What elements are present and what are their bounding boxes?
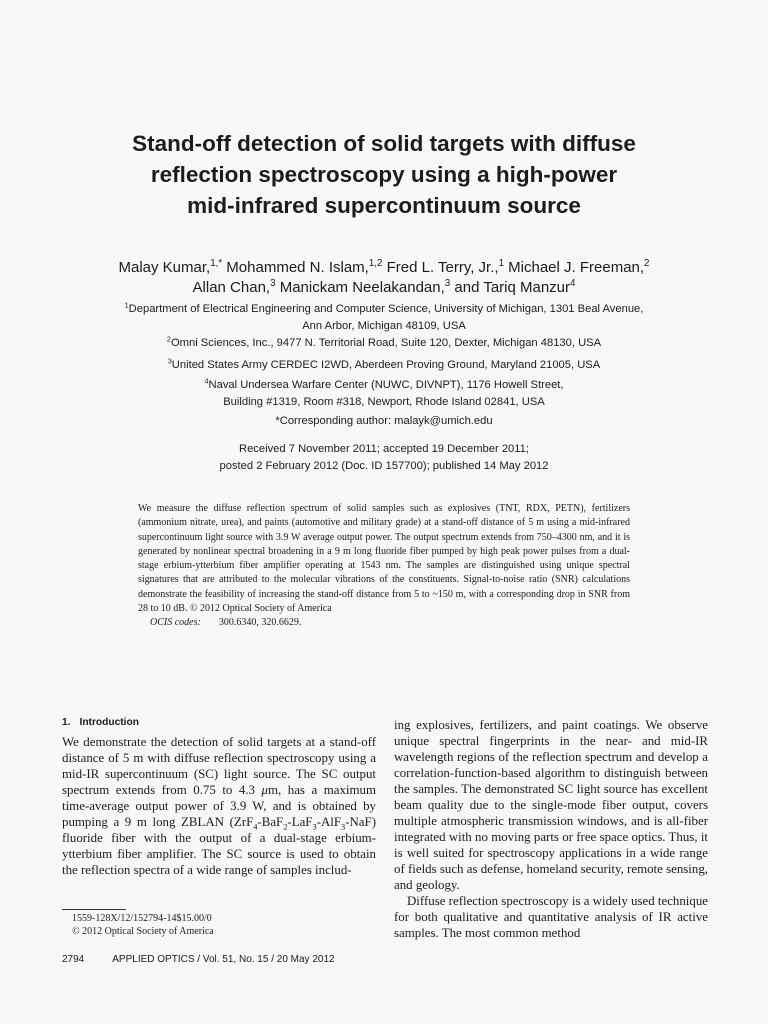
affiliation-line: Ann Arbor, Michigan 48109, USA <box>302 320 466 332</box>
copyright-footnote <box>72 913 214 938</box>
author-sup: 3 <box>270 278 276 289</box>
author-sup: 1 <box>498 258 504 269</box>
affiliation-line <box>40 301 728 318</box>
author-name: Malay Kumar, <box>118 259 211 276</box>
affiliation-sup: 3 <box>167 356 172 366</box>
affiliation-2 <box>40 335 728 352</box>
affiliation-1 <box>40 301 728 335</box>
subscript: 2 <box>283 822 288 832</box>
author-line <box>40 258 728 278</box>
author-sup: 2 <box>644 258 650 269</box>
author-name: Manickam Neelakandan, <box>275 279 445 296</box>
page-footer <box>62 954 335 966</box>
affiliation-text: United States Army CERDEC I2WD, Aberdeen Proving Ground, Maryland 21005, USA <box>171 359 601 371</box>
author-sup: 1,* <box>210 258 223 269</box>
intro-paragraph-1 <box>62 734 376 878</box>
text-run: μ <box>261 783 268 797</box>
author-name: Fred L. Terry, Jr., <box>382 259 499 276</box>
journal-citation: APPLIED OPTICS / Vol. 51, No. 15 / 20 May 2012 <box>112 954 335 965</box>
author-name: Allan Chan, <box>192 279 271 296</box>
affiliation-text: Department of Electrical Engineering and Computer Science, University of Michigan, 1301 Beal Avenue, <box>128 303 644 315</box>
affiliation-text: Naval Undersea Warfare Center (NUWC, DIVNPT), 1176 Howell Street, <box>208 379 564 391</box>
footnote-line: © 2012 Optical Society of America <box>72 925 214 937</box>
ocis-values: 300.6340, 320.6629. <box>218 617 302 629</box>
affiliation-line <box>40 357 728 374</box>
footnote-divider <box>62 909 126 910</box>
author-list <box>40 258 728 298</box>
affiliation-text: Omni Sciences, Inc., 9477 N. Territorial Road, Suite 120, Dexter, Michigan 48130, USA <box>170 337 602 349</box>
affiliation-line <box>40 377 728 394</box>
ocis-label: OCIS codes: <box>150 617 201 629</box>
author-sup: 1,2 <box>368 258 383 269</box>
paper-title <box>60 128 708 221</box>
section-number: 1. <box>62 717 71 728</box>
author-sup: 3 <box>444 278 451 289</box>
right-column <box>394 717 708 941</box>
received-dates <box>40 441 728 475</box>
text-run: -LaF <box>287 815 313 829</box>
text-run: -NaF) fluoride fiber with the output of a dual-stage erbium-ytterbium fiber amplifier. The SC source is used to obtain the reflection spectra of a wide range of samples includ- <box>62 815 376 877</box>
affiliation-sup: 4 <box>204 376 209 386</box>
affiliation-sup: 1 <box>124 300 129 310</box>
intro-paragraph-2: Diffuse reflection spectroscopy is a widely used technique for both qualitative and quantitative analysis of IR active samples. The most common method <box>394 894 708 940</box>
intro-paragraph-continued: ing explosives, fertilizers, and paint coatings. We observe unique spectral fingerprints in the near- and mid-IR wavelength regions of the reflection spectrum and develop a correlation-function-based algorithm to distinguish between the samples. The demonstrated SC light source has excellent beam quality due to the single-mode fiber output, covers multiple atmospheric transmission windows, and is all-fiber integrated with no moving parts or free space optics. Thus, it is well suited for spectroscopy applications in a wide range of fields such as defense, homeland security, remote sensing, and geology. <box>394 718 708 892</box>
title-line: Stand-off detection of solid targets with diffuse <box>132 131 636 156</box>
title-line: mid-infrared supercontinuum source <box>187 193 581 218</box>
received-line: posted 2 February 2012 (Doc. ID 157700); published 14 May 2012 <box>219 460 549 472</box>
affiliation-line: Building #1319, Room #318, Newport, Rhode Island 02841, USA <box>223 396 545 408</box>
section-title: Introduction <box>79 717 139 728</box>
footnote-line: 1559-128X/12/152794-14$15.00/0 <box>72 913 212 924</box>
subscript: 4 <box>253 822 258 832</box>
author-sup: 4 <box>570 278 576 289</box>
subscript: 3 <box>312 822 317 832</box>
text-run: -BaF <box>257 815 284 829</box>
affiliation-3 <box>40 357 728 374</box>
received-line: Received 7 November 2011; accepted 19 December 2011; <box>238 443 529 455</box>
affiliation-line <box>40 335 728 352</box>
text-run: m, has a maximum time-average output power of 3.9 W, and is obtained by pumping a 9 m long ZBLAN (ZrF <box>62 783 376 829</box>
title-line: reflection spectroscopy using a high-power <box>150 162 618 187</box>
affiliation-sup: 2 <box>166 334 171 344</box>
left-column <box>62 717 376 878</box>
author-name: and Tariq Manzur <box>450 279 571 296</box>
section-heading-introduction <box>62 717 376 728</box>
corresponding-author <box>40 413 728 430</box>
abstract <box>138 502 630 631</box>
ocis-codes <box>138 616 630 630</box>
author-line <box>40 278 728 298</box>
text-run: We demonstrate the detection of solid targets at a stand-off distance of 5 m with diffuse reflection spectroscopy using a mid-IR supercontinuum (SC) light source. The SC output spectrum extends from 0.75 to 4.3 <box>62 735 376 797</box>
page-number: 2794 <box>62 954 85 965</box>
text-run: -AlF <box>316 815 342 829</box>
author-name: Michael J. Freeman, <box>504 259 645 276</box>
affiliation-4 <box>40 377 728 411</box>
corresponding-author-text: *Corresponding author: malayk@umich.edu <box>275 415 493 427</box>
subscript: 3 <box>341 822 346 832</box>
abstract-text: We measure the diffuse reflection spectrum of solid samples such as explosives (TNT, RDX, PETN), fertilizers (ammonium nitrate, urea), and paints (automotive and military grade) at a stand-off distance of 5 m using a mid-infrared supercontinuum light source with 3.9 W average output power. The output spectrum extends from 750–4300 nm, and it is generated by nonlinear spectral broadening in a 9 m long fluoride fiber pumped by high peak power pulses from a dual-stage erbium-ytterbium fiber amplifier operating at 1543 nm. The samples are distinguished using unique spectral signatures that are attributed to the molecular vibrations of the constituents. Signal-to-noise ratio (SNR) calculations demonstrate the feasibility of increasing the stand-off distance from 5 to ~150 m, with a corresponding drop in SNR from 28 to 10 dB. © 2012 Optical Society of America <box>138 503 630 615</box>
author-name: Mohammed N. Islam, <box>222 259 369 276</box>
